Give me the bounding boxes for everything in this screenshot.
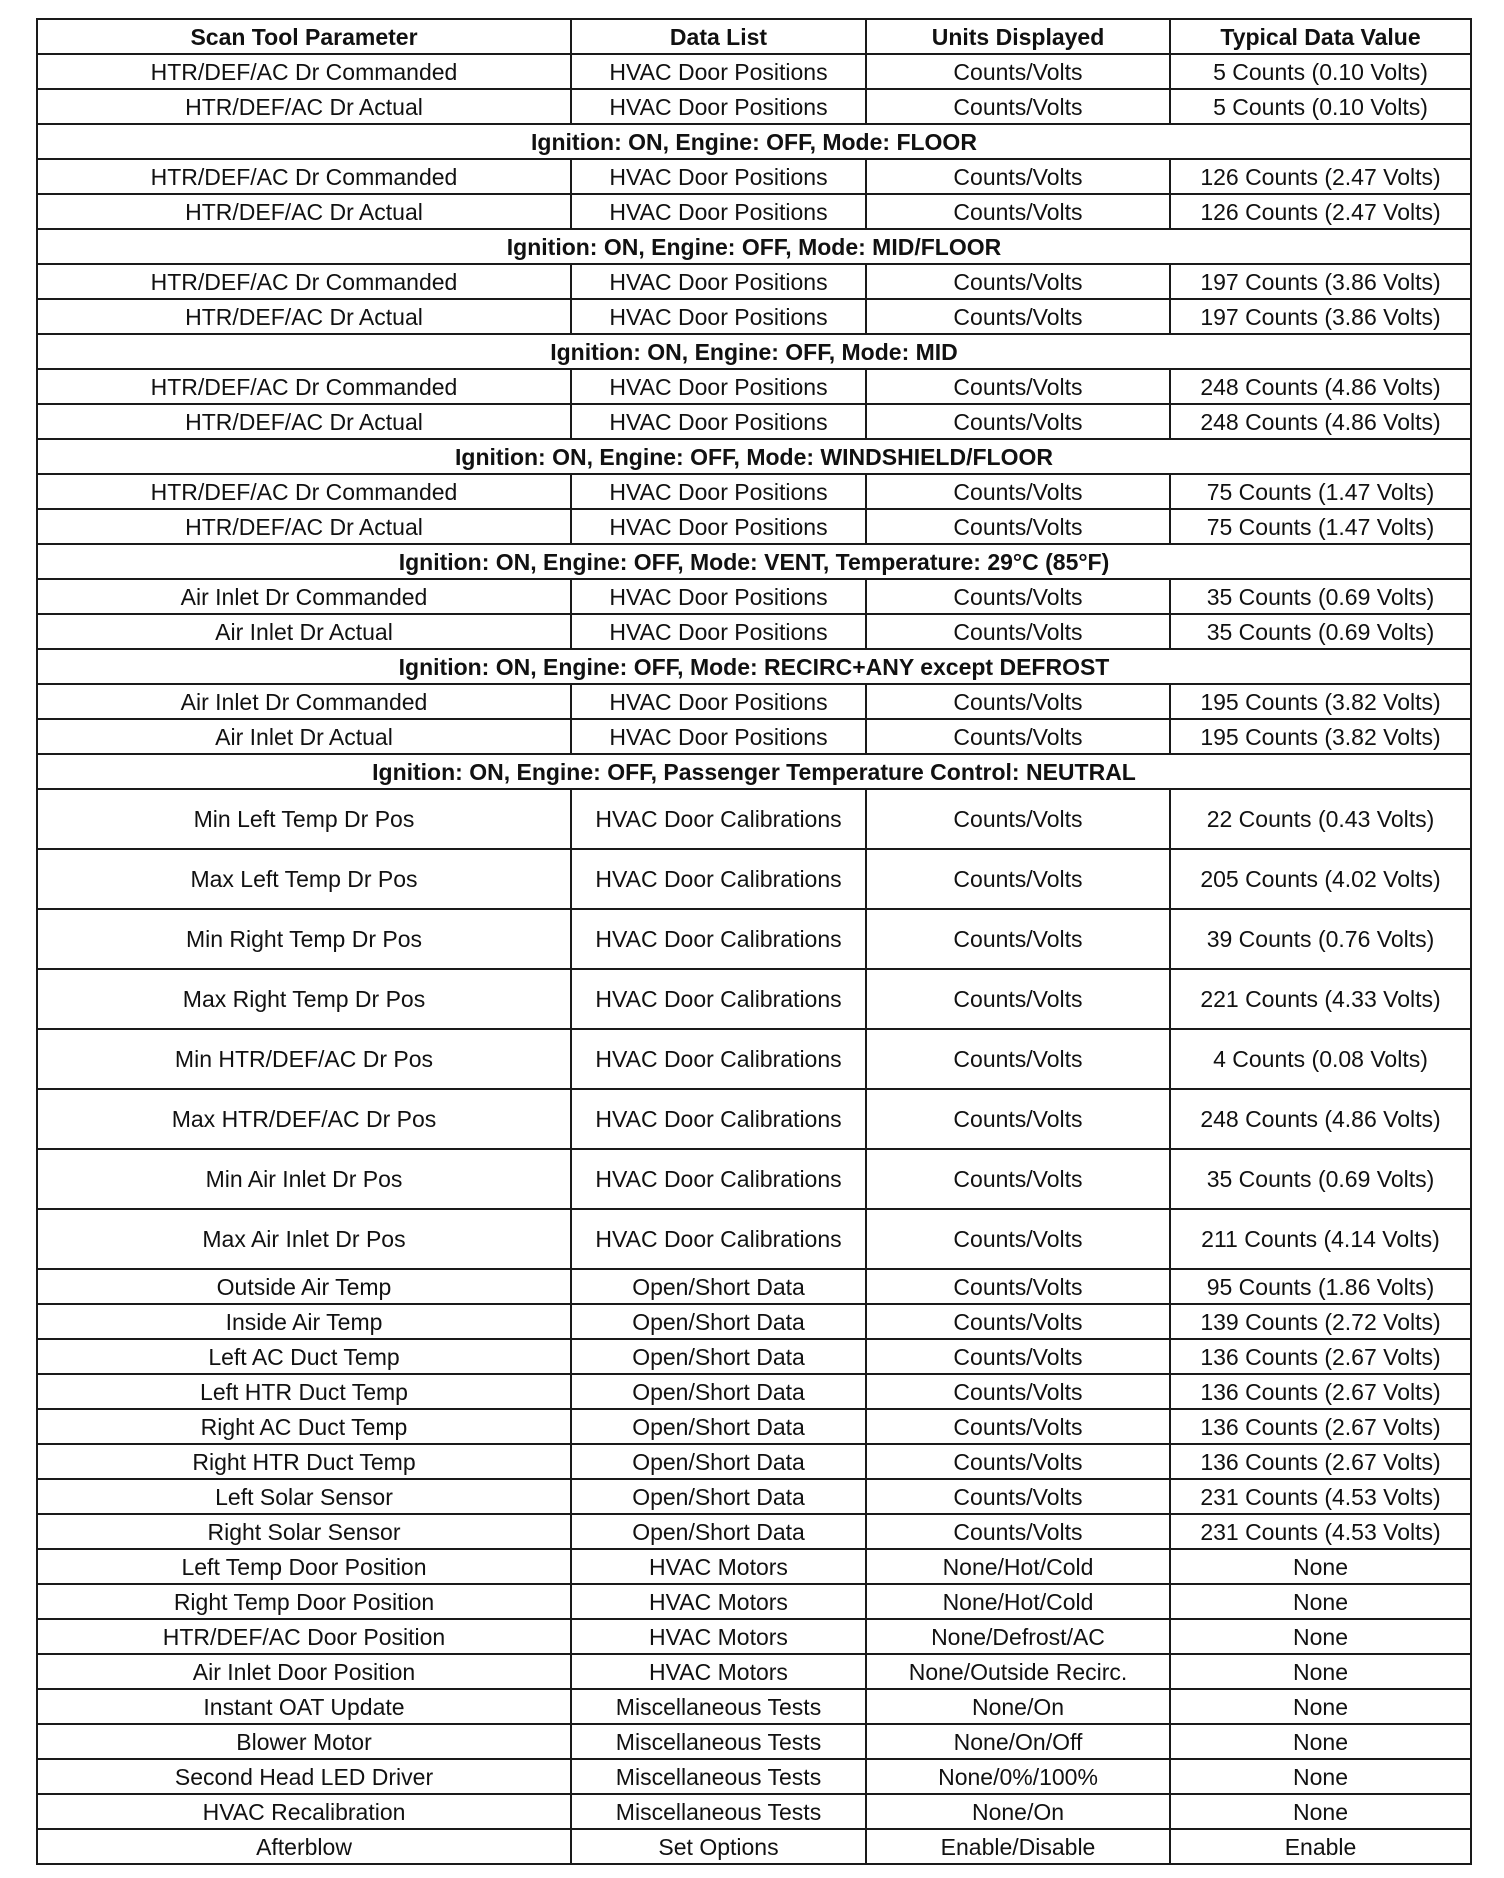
cell-data-list: HVAC Door Positions	[571, 54, 866, 89]
cell-data-list: HVAC Door Positions	[571, 719, 866, 754]
cell-typical-data-value: 195 Counts (3.82 Volts)	[1170, 684, 1471, 719]
cell-units-displayed: Counts/Volts	[866, 54, 1170, 89]
cell-data-list: Open/Short Data	[571, 1304, 866, 1339]
cell-typical-data-value: 248 Counts (4.86 Volts)	[1170, 369, 1471, 404]
table-body	[37, 54, 1471, 1864]
cell-typical-data-value: None	[1170, 1759, 1471, 1794]
cell-typical-data-value: 39 Counts (0.76 Volts)	[1170, 909, 1471, 969]
cell-scan-tool-parameter: Second Head LED Driver	[37, 1759, 571, 1794]
cell-units-displayed: Counts/Volts	[866, 299, 1170, 334]
cell-scan-tool-parameter: HTR/DEF/AC Dr Commanded	[37, 369, 571, 404]
cell-units-displayed: Counts/Volts	[866, 264, 1170, 299]
table-row	[37, 719, 1471, 754]
cell-data-list: Miscellaneous Tests	[571, 1759, 866, 1794]
cell-typical-data-value: 197 Counts (3.86 Volts)	[1170, 299, 1471, 334]
cell-scan-tool-parameter: HTR/DEF/AC Dr Actual	[37, 89, 571, 124]
cell-units-displayed: Counts/Volts	[866, 1479, 1170, 1514]
cell-typical-data-value: 205 Counts (4.02 Volts)	[1170, 849, 1471, 909]
cell-data-list	[571, 969, 866, 1029]
cell-data-list: HVAC Door Positions	[571, 89, 866, 124]
cell-data-list-text: HVAC Door Calibrations	[595, 805, 842, 832]
cell-typical-data-value: 139 Counts (2.72 Volts)	[1170, 1304, 1471, 1339]
table-row	[37, 1304, 1471, 1339]
table-row	[37, 1549, 1471, 1584]
cell-scan-tool-parameter: Max HTR/DEF/AC Dr Pos	[37, 1089, 571, 1149]
table-row	[37, 1029, 1471, 1089]
cell-data-list-text: HVAC Door Calibrations	[595, 1225, 842, 1252]
table-row	[37, 1794, 1471, 1829]
cell-data-list: HVAC Door Positions	[571, 159, 866, 194]
table-row	[37, 849, 1471, 909]
cell-data-list: HVAC Motors	[571, 1549, 866, 1584]
section-condition-label: Ignition: ON, Engine: OFF, Mode: FLOOR	[37, 124, 1471, 159]
table-row	[37, 54, 1471, 89]
table-row	[37, 1269, 1471, 1304]
cell-data-list: Open/Short Data	[571, 1409, 866, 1444]
cell-data-list: HVAC Motors	[571, 1584, 866, 1619]
cell-data-list: HVAC Door Positions	[571, 579, 866, 614]
cell-scan-tool-parameter: Right Temp Door Position	[37, 1584, 571, 1619]
header-typical-data-value: Typical Data Value	[1170, 19, 1471, 54]
cell-units-displayed: Counts/Volts	[866, 969, 1170, 1029]
cell-typical-data-value: Enable	[1170, 1829, 1471, 1864]
cell-data-list: HVAC Door Positions	[571, 614, 866, 649]
cell-typical-data-value: 211 Counts (4.14 Volts)	[1170, 1209, 1471, 1269]
cell-units-displayed: Counts/Volts	[866, 719, 1170, 754]
cell-scan-tool-parameter: Blower Motor	[37, 1724, 571, 1759]
table-row	[37, 1479, 1471, 1514]
cell-scan-tool-parameter: Max Left Temp Dr Pos	[37, 849, 571, 909]
table-row	[37, 509, 1471, 544]
cell-typical-data-value: 136 Counts (2.67 Volts)	[1170, 1374, 1471, 1409]
table-row	[37, 1149, 1471, 1209]
section-header-row	[37, 124, 1471, 159]
table-row	[37, 579, 1471, 614]
cell-units-displayed: Counts/Volts	[866, 404, 1170, 439]
section-condition-label: Ignition: ON, Engine: OFF, Mode: MID	[37, 334, 1471, 369]
section-header-row	[37, 754, 1471, 789]
cell-scan-tool-parameter: HTR/DEF/AC Dr Actual	[37, 404, 571, 439]
cell-units-displayed: Counts/Volts	[866, 849, 1170, 909]
cell-typical-data-value: 22 Counts (0.43 Volts)	[1170, 789, 1471, 849]
cell-scan-tool-parameter: Max Right Temp Dr Pos	[37, 969, 571, 1029]
cell-data-list: HVAC Door Positions	[571, 369, 866, 404]
cell-scan-tool-parameter: Min Left Temp Dr Pos	[37, 789, 571, 849]
cell-typical-data-value: None	[1170, 1584, 1471, 1619]
cell-scan-tool-parameter: HTR/DEF/AC Dr Commanded	[37, 159, 571, 194]
table-row	[37, 159, 1471, 194]
cell-scan-tool-parameter: HTR/DEF/AC Dr Commanded	[37, 474, 571, 509]
cell-data-list-text: HVAC Door Calibrations	[595, 865, 842, 892]
cell-typical-data-value: 5 Counts (0.10 Volts)	[1170, 54, 1471, 89]
cell-units-displayed: None/On	[866, 1794, 1170, 1829]
cell-scan-tool-parameter: Min Air Inlet Dr Pos	[37, 1149, 571, 1209]
table-row	[37, 194, 1471, 229]
table-row	[37, 264, 1471, 299]
cell-units-displayed: Counts/Volts	[866, 1209, 1170, 1269]
table-row	[37, 789, 1471, 849]
cell-units-displayed: Counts/Volts	[866, 474, 1170, 509]
cell-data-list: HVAC Door Positions	[571, 474, 866, 509]
section-header-row	[37, 649, 1471, 684]
scan-tool-data-table	[36, 18, 1472, 1865]
cell-units-displayed: Counts/Volts	[866, 159, 1170, 194]
cell-scan-tool-parameter: Air Inlet Dr Commanded	[37, 684, 571, 719]
table-row	[37, 474, 1471, 509]
cell-typical-data-value: 95 Counts (1.86 Volts)	[1170, 1269, 1471, 1304]
cell-units-displayed: None/Outside Recirc.	[866, 1654, 1170, 1689]
cell-data-list	[571, 789, 866, 849]
cell-scan-tool-parameter: Air Inlet Dr Commanded	[37, 579, 571, 614]
section-condition-label: Ignition: ON, Engine: OFF, Mode: RECIRC+ANY except DEFROST	[37, 649, 1471, 684]
cell-data-list: HVAC Door Positions	[571, 264, 866, 299]
section-condition-label: Ignition: ON, Engine: OFF, Mode: MID/FLOOR	[37, 229, 1471, 264]
cell-data-list: HVAC Door Positions	[571, 299, 866, 334]
cell-data-list	[571, 849, 866, 909]
cell-units-displayed: Counts/Volts	[866, 579, 1170, 614]
table-row	[37, 1654, 1471, 1689]
cell-data-list: HVAC Motors	[571, 1619, 866, 1654]
cell-data-list	[571, 1149, 866, 1209]
cell-data-list: Miscellaneous Tests	[571, 1724, 866, 1759]
cell-typical-data-value: 248 Counts (4.86 Volts)	[1170, 1089, 1471, 1149]
cell-data-list: Miscellaneous Tests	[571, 1794, 866, 1829]
table-row	[37, 969, 1471, 1029]
table-row	[37, 1619, 1471, 1654]
table-row	[37, 369, 1471, 404]
cell-scan-tool-parameter: HTR/DEF/AC Dr Actual	[37, 194, 571, 229]
cell-units-displayed: Enable/Disable	[866, 1829, 1170, 1864]
cell-scan-tool-parameter: Afterblow	[37, 1829, 571, 1864]
cell-units-displayed: Counts/Volts	[866, 89, 1170, 124]
cell-typical-data-value: 231 Counts (4.53 Volts)	[1170, 1514, 1471, 1549]
table-header	[37, 19, 1471, 54]
cell-typical-data-value: 195 Counts (3.82 Volts)	[1170, 719, 1471, 754]
cell-data-list: Open/Short Data	[571, 1269, 866, 1304]
cell-typical-data-value: 4 Counts (0.08 Volts)	[1170, 1029, 1471, 1089]
table-row	[37, 684, 1471, 719]
cell-units-displayed: None/0%/100%	[866, 1759, 1170, 1794]
table-row	[37, 909, 1471, 969]
cell-scan-tool-parameter: HVAC Recalibration	[37, 1794, 571, 1829]
cell-units-displayed: Counts/Volts	[866, 614, 1170, 649]
scan-tool-data-document	[36, 18, 1470, 1865]
section-condition-label: Ignition: ON, Engine: OFF, Passenger Temperature Control: NEUTRAL	[37, 754, 1471, 789]
table-row	[37, 1089, 1471, 1149]
cell-scan-tool-parameter: HTR/DEF/AC Dr Commanded	[37, 54, 571, 89]
cell-units-displayed: Counts/Volts	[866, 1339, 1170, 1374]
table-row	[37, 1759, 1471, 1794]
cell-scan-tool-parameter: Left Temp Door Position	[37, 1549, 571, 1584]
section-header-row	[37, 334, 1471, 369]
cell-units-displayed: Counts/Volts	[866, 369, 1170, 404]
table-row	[37, 299, 1471, 334]
cell-typical-data-value: 75 Counts (1.47 Volts)	[1170, 474, 1471, 509]
cell-units-displayed: None/Hot/Cold	[866, 1549, 1170, 1584]
cell-typical-data-value: 248 Counts (4.86 Volts)	[1170, 404, 1471, 439]
cell-data-list: Miscellaneous Tests	[571, 1689, 866, 1724]
cell-scan-tool-parameter: Air Inlet Dr Actual	[37, 719, 571, 754]
cell-typical-data-value: 35 Counts (0.69 Volts)	[1170, 1149, 1471, 1209]
section-header-row	[37, 229, 1471, 264]
cell-typical-data-value: 126 Counts (2.47 Volts)	[1170, 159, 1471, 194]
cell-typical-data-value: 136 Counts (2.67 Volts)	[1170, 1409, 1471, 1444]
cell-units-displayed: None/On/Off	[866, 1724, 1170, 1759]
cell-scan-tool-parameter: Right HTR Duct Temp	[37, 1444, 571, 1479]
table-row	[37, 1339, 1471, 1374]
cell-typical-data-value: 35 Counts (0.69 Volts)	[1170, 579, 1471, 614]
table-row	[37, 1689, 1471, 1724]
cell-units-displayed: Counts/Volts	[866, 1304, 1170, 1339]
cell-typical-data-value: 75 Counts (1.47 Volts)	[1170, 509, 1471, 544]
cell-typical-data-value: 35 Counts (0.69 Volts)	[1170, 614, 1471, 649]
cell-units-displayed: Counts/Volts	[866, 194, 1170, 229]
table-row	[37, 1209, 1471, 1269]
cell-typical-data-value: 126 Counts (2.47 Volts)	[1170, 194, 1471, 229]
cell-data-list-text: HVAC Door Calibrations	[595, 925, 842, 952]
cell-data-list: Open/Short Data	[571, 1514, 866, 1549]
cell-scan-tool-parameter: Right Solar Sensor	[37, 1514, 571, 1549]
table-row	[37, 1514, 1471, 1549]
cell-units-displayed: None/Defrost/AC	[866, 1619, 1170, 1654]
cell-typical-data-value: None	[1170, 1724, 1471, 1759]
cell-data-list: Open/Short Data	[571, 1444, 866, 1479]
header-scan-tool-parameter: Scan Tool Parameter	[37, 19, 571, 54]
cell-data-list: HVAC Door Positions	[571, 194, 866, 229]
cell-data-list-text: HVAC Door Calibrations	[595, 985, 842, 1012]
cell-typical-data-value: 197 Counts (3.86 Volts)	[1170, 264, 1471, 299]
section-header-row	[37, 544, 1471, 579]
table-row	[37, 1374, 1471, 1409]
cell-scan-tool-parameter: Left Solar Sensor	[37, 1479, 571, 1514]
cell-scan-tool-parameter: HTR/DEF/AC Door Position	[37, 1619, 571, 1654]
cell-typical-data-value: 221 Counts (4.33 Volts)	[1170, 969, 1471, 1029]
cell-units-displayed: None/Hot/Cold	[866, 1584, 1170, 1619]
cell-data-list	[571, 1209, 866, 1269]
cell-units-displayed: Counts/Volts	[866, 1029, 1170, 1089]
cell-data-list: Open/Short Data	[571, 1479, 866, 1514]
cell-typical-data-value: 136 Counts (2.67 Volts)	[1170, 1339, 1471, 1374]
cell-units-displayed: Counts/Volts	[866, 789, 1170, 849]
cell-scan-tool-parameter: Instant OAT Update	[37, 1689, 571, 1724]
cell-data-list: Open/Short Data	[571, 1339, 866, 1374]
table-row	[37, 1584, 1471, 1619]
cell-units-displayed: None/On	[866, 1689, 1170, 1724]
cell-scan-tool-parameter: Air Inlet Door Position	[37, 1654, 571, 1689]
cell-scan-tool-parameter: Min HTR/DEF/AC Dr Pos	[37, 1029, 571, 1089]
cell-typical-data-value: None	[1170, 1794, 1471, 1829]
cell-data-list: HVAC Door Positions	[571, 404, 866, 439]
cell-units-displayed: Counts/Volts	[866, 1269, 1170, 1304]
cell-units-displayed: Counts/Volts	[866, 1089, 1170, 1149]
cell-units-displayed: Counts/Volts	[866, 1514, 1170, 1549]
table-row	[37, 1444, 1471, 1479]
cell-scan-tool-parameter: Max Air Inlet Dr Pos	[37, 1209, 571, 1269]
cell-data-list: HVAC Motors	[571, 1654, 866, 1689]
cell-typical-data-value: 231 Counts (4.53 Volts)	[1170, 1479, 1471, 1514]
table-row	[37, 614, 1471, 649]
cell-typical-data-value: None	[1170, 1654, 1471, 1689]
cell-data-list-text: HVAC Door Calibrations	[595, 1105, 842, 1132]
cell-scan-tool-parameter: HTR/DEF/AC Dr Actual	[37, 509, 571, 544]
cell-scan-tool-parameter: Min Right Temp Dr Pos	[37, 909, 571, 969]
section-condition-label: Ignition: ON, Engine: OFF, Mode: VENT, Temperature: 29°C (85°F)	[37, 544, 1471, 579]
cell-scan-tool-parameter: Left HTR Duct Temp	[37, 1374, 571, 1409]
cell-scan-tool-parameter: Air Inlet Dr Actual	[37, 614, 571, 649]
cell-scan-tool-parameter: Outside Air Temp	[37, 1269, 571, 1304]
cell-data-list: HVAC Door Positions	[571, 684, 866, 719]
cell-scan-tool-parameter: Right AC Duct Temp	[37, 1409, 571, 1444]
cell-data-list-text: HVAC Door Calibrations	[595, 1165, 842, 1192]
section-condition-label: Ignition: ON, Engine: OFF, Mode: WINDSHIELD/FLOOR	[37, 439, 1471, 474]
cell-data-list: Set Options	[571, 1829, 866, 1864]
cell-data-list: HVAC Door Positions	[571, 509, 866, 544]
header-data-list: Data List	[571, 19, 866, 54]
cell-units-displayed: Counts/Volts	[866, 909, 1170, 969]
section-header-row	[37, 439, 1471, 474]
cell-typical-data-value: None	[1170, 1549, 1471, 1584]
table-row	[37, 89, 1471, 124]
cell-units-displayed: Counts/Volts	[866, 1444, 1170, 1479]
cell-units-displayed: Counts/Volts	[866, 1409, 1170, 1444]
header-units-displayed: Units Displayed	[866, 19, 1170, 54]
cell-scan-tool-parameter: Inside Air Temp	[37, 1304, 571, 1339]
table-row	[37, 1829, 1471, 1864]
cell-scan-tool-parameter: Left AC Duct Temp	[37, 1339, 571, 1374]
cell-data-list	[571, 909, 866, 969]
cell-scan-tool-parameter: HTR/DEF/AC Dr Actual	[37, 299, 571, 334]
cell-typical-data-value: None	[1170, 1689, 1471, 1724]
cell-typical-data-value: None	[1170, 1619, 1471, 1654]
cell-data-list	[571, 1029, 866, 1089]
cell-scan-tool-parameter: HTR/DEF/AC Dr Commanded	[37, 264, 571, 299]
cell-typical-data-value: 136 Counts (2.67 Volts)	[1170, 1444, 1471, 1479]
cell-data-list: Open/Short Data	[571, 1374, 866, 1409]
table-row	[37, 1724, 1471, 1759]
table-row	[37, 1409, 1471, 1444]
table-row	[37, 404, 1471, 439]
header-row	[37, 19, 1471, 54]
cell-data-list	[571, 1089, 866, 1149]
cell-units-displayed: Counts/Volts	[866, 509, 1170, 544]
cell-units-displayed: Counts/Volts	[866, 1149, 1170, 1209]
cell-units-displayed: Counts/Volts	[866, 1374, 1170, 1409]
cell-typical-data-value: 5 Counts (0.10 Volts)	[1170, 89, 1471, 124]
cell-data-list-text: HVAC Door Calibrations	[595, 1045, 842, 1072]
cell-units-displayed: Counts/Volts	[866, 684, 1170, 719]
